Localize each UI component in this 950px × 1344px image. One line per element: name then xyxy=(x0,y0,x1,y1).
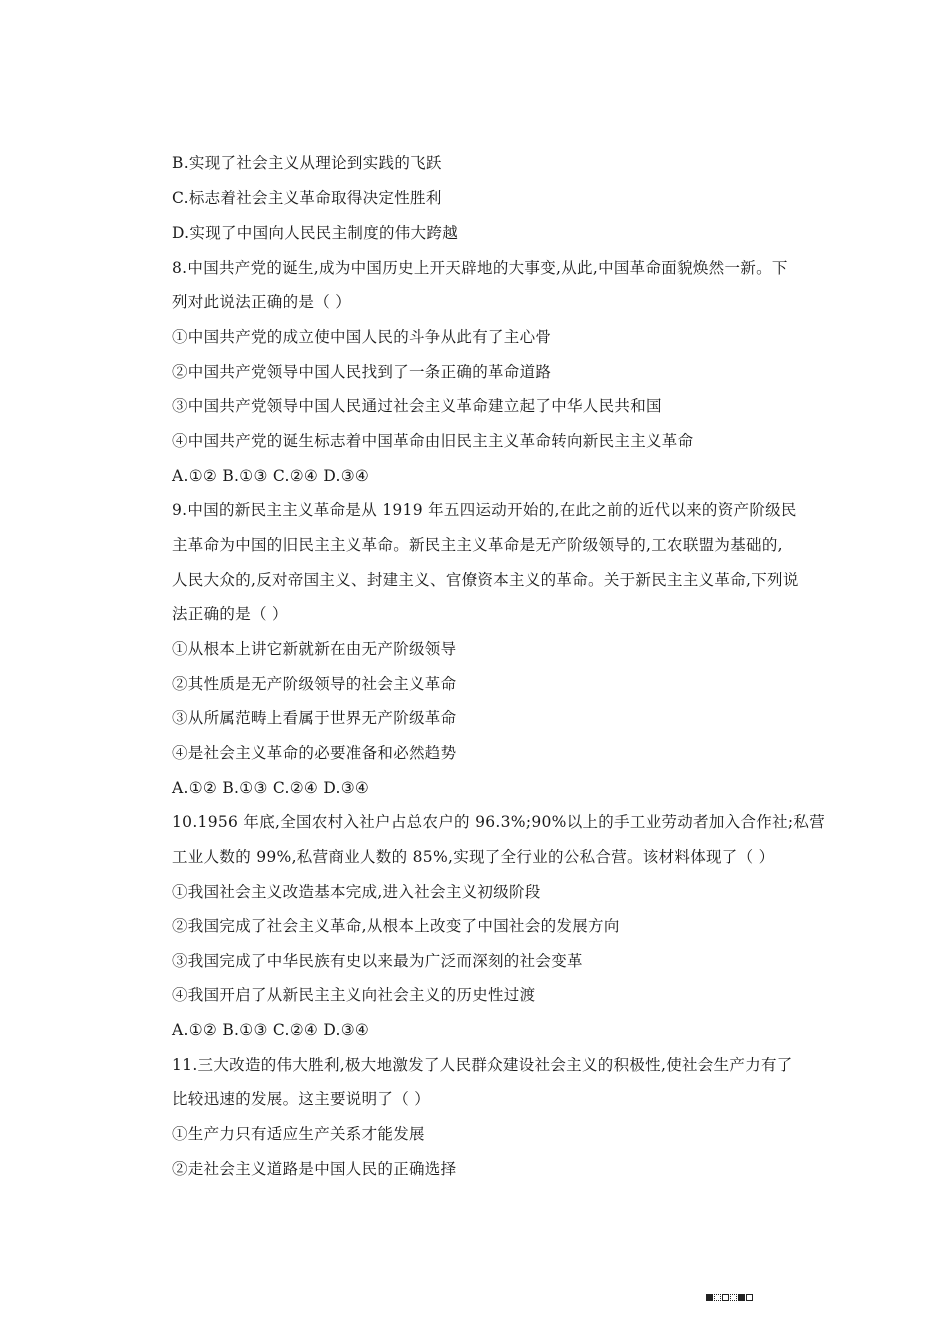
statement-line: ④我国开启了从新民主主义向社会主义的历史性过渡 xyxy=(172,986,536,1004)
question-9-stem: 人民大众的,反对帝国主义、封建主义、官僚资本主义的革命。关于新民主主义革命,下列说 xyxy=(172,571,799,589)
statement-line: ②走社会主义道路是中国人民的正确选择 xyxy=(172,1160,457,1178)
statement-line: ②中国共产党领导中国人民找到了一条正确的革命道路 xyxy=(172,363,552,381)
answer-options: A.①② B.①③ C.②④ D.③④ xyxy=(172,779,370,797)
option-line: D.实现了中国向人民民主制度的伟大跨越 xyxy=(172,224,459,242)
question-9-stem: 主革命为中国的旧民主主义革命。新民主主义革命是无产阶级领导的,工农联盟为基础的, xyxy=(172,536,783,554)
statement-line: ①我国社会主义改造基本完成,进入社会主义初级阶段 xyxy=(172,883,541,901)
statement-line: ①生产力只有适应生产关系才能发展 xyxy=(172,1125,425,1143)
option-line: B.实现了社会主义从理论到实践的飞跃 xyxy=(172,154,442,172)
statement-line: ①中国共产党的成立使中国人民的斗争从此有了主心骨 xyxy=(172,328,552,346)
statement-line: ①从根本上讲它新就新在由无产阶级领导 xyxy=(172,640,457,658)
footer-qr-mark-icon xyxy=(706,1294,753,1301)
question-8-stem: 列对此说法正确的是（ ） xyxy=(172,293,352,311)
question-11-stem: 11.三大改造的伟大胜利,极大地激发了人民群众建设社会主义的积极性,使社会生产力有了 xyxy=(172,1056,793,1074)
question-11-stem: 比较迅速的发展。这主要说明了（ ） xyxy=(172,1090,431,1108)
question-9-stem: 9.中国的新民主主义革命是从 1919 年五四运动开始的,在此之前的近代以来的资产阶级民 xyxy=(172,501,797,519)
statement-line: ④中国共产党的诞生标志着中国革命由旧民主主义革命转向新民主主义革命 xyxy=(172,432,694,450)
statement-line: ②其性质是无产阶级领导的社会主义革命 xyxy=(172,675,457,693)
answer-options: A.①② B.①③ C.②④ D.③④ xyxy=(172,467,370,485)
statement-line: ②我国完成了社会主义革命,从根本上改变了中国社会的发展方向 xyxy=(172,917,620,935)
statement-line: ④是社会主义革命的必要准备和必然趋势 xyxy=(172,744,457,762)
question-10-stem: 10.1956 年底,全国农村入社户占总农户的 96.3%;90%以上的手工业劳动者加入合作社;私营 xyxy=(172,813,826,831)
question-8-stem: 8.中国共产党的诞生,成为中国历史上开天辟地的大事变,从此,中国革命面貌焕然一新。下 xyxy=(172,259,788,277)
question-9-stem: 法正确的是（ ） xyxy=(172,605,288,623)
option-line: C.标志着社会主义革命取得决定性胜利 xyxy=(172,189,442,207)
question-10-stem: 工业人数的 99%,私营商业人数的 85%,实现了全行业的公私合营。该材料体现了（ ） xyxy=(172,848,775,866)
statement-line: ③从所属范畴上看属于世界无产阶级革命 xyxy=(172,709,457,727)
statement-line: ③我国完成了中华民族有史以来最为广泛而深刻的社会变革 xyxy=(172,952,583,970)
statement-line: ③中国共产党领导中国人民通过社会主义革命建立起了中华人民共和国 xyxy=(172,397,662,415)
answer-options: A.①② B.①③ C.②④ D.③④ xyxy=(172,1021,370,1039)
